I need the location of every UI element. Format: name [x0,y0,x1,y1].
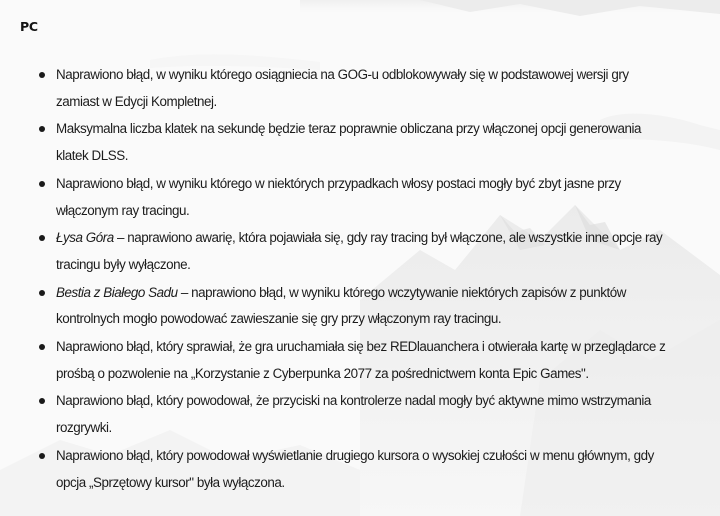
item-text-line: kontrolnych mogło powodować zawieszanie się gry przy włączonym ray tracingu. [56,311,502,327]
item-text: – naprawiono awarię, która pojawiała się, gdy ray tracing był włączone, ale wszystkie inne opcje ray [113,230,663,246]
changelog-list [0,62,720,497]
bullet-icon [39,290,45,296]
bullet-icon [39,344,45,350]
list-item [0,62,720,116]
item-text-line: opcja „Sprzętowy kursor" była wyłączona. [56,474,285,490]
bullet-icon [39,126,45,132]
item-text-line: prośbą o pozwolenie na „Korzystanie z Cyberpunka 2077 za pośrednictwem konta Epic Games". [56,365,589,381]
item-text-line: Naprawiono błąd, który powodował, że przyciski na kontrolerze nadal mogły być aktywne mimo wstrzymania [56,393,651,409]
list-item [0,334,720,388]
item-text-line: Naprawiono błąd, który powodował wyświetlanie drugiego kursora o wysokiej czułości w menu głównym, gdy [56,447,654,463]
item-text-line: włączonym ray tracingu. [56,202,190,218]
item-text-line: tracingu były wyłączone. [56,256,191,272]
bullet-icon [39,181,45,187]
bullet-icon [39,235,45,241]
list-item [0,116,720,170]
item-text-line: Naprawiono błąd, w wyniku którego osiągniecia na GOG-u odblokowywały się w podstawowej wersji gry [56,67,629,82]
bullet-icon [39,72,45,78]
item-text-line: klatek DLSS. [56,148,129,164]
item-text-line: Naprawiono błąd, który sprawiał, że gra uruchamiała się bez REDlauanchera i otwierała kartę w przeglądarce z [56,338,666,354]
item-text-line [56,280,690,307]
list-item [0,225,720,279]
location-name: Łysa Góra [56,230,114,246]
list-item [0,388,720,442]
item-text-line [56,225,690,252]
list-item [0,443,720,497]
list-item [0,280,720,334]
item-text-line: rozgrywki. [56,420,112,436]
list-item [0,171,720,225]
section-heading: PC [20,19,38,34]
bullet-icon [39,398,45,404]
item-text-line: Naprawiono błąd, w wyniku którego w niektórych przypadkach włosy postaci mogły być zbyt jasne przy [56,175,621,191]
item-text-line: Maksymalna liczba klatek na sekundę będzie teraz poprawnie obliczana przy włączonej opcji generowania [56,121,642,137]
bullet-icon [39,453,45,459]
location-name: Bestia z Białego Sadu [56,284,178,300]
item-text: – naprawiono błąd, w wyniku którego wczytywanie niektórych zapisów z punktów [177,284,626,300]
item-text-line: zamiast w Edycji Kompletnej. [56,93,217,109]
